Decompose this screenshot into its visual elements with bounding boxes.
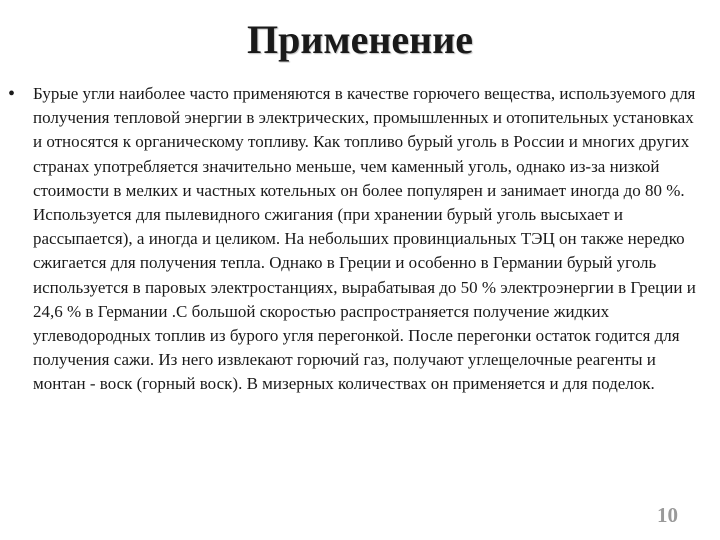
bullet-paragraph: Бурые угли наиболее часто применяются в качестве горючего вещества, используемого для получения тепловой энергии в электрических, промышленных и отопительных установках и относятся к органическому топливу. Как топливо бурый уголь в России и многих других странах употребляется значительно меньше, чем каменный уголь, однако из-за низкой стоимости в мелких и частных котельных он более популярен и занимает иногда до 80 %. Используется для пылевидного сжигания (при хранении бурый уголь высыхает и рассыпается), а иногда и целиком. На небольших провинциальных ТЭЦ он также нередко сжигается для получения тепла. Однако в Греции и особенно в Германии бурый уголь используется в паровых электростанциях, вырабатывая до 50 % электроэнергии в Греции и 24,6 % в Германии .С большой скоростью распространяется получение жидких углеводородных топлив из бурого угля перегонкой. После перегонки остаток годится для получения сажи. Из него извлекают горючий газ, получают углещелочные реагенты и монтан - воск (горный воск). В мизерных количествах он применяется и для поделок.: [33, 84, 696, 394]
slide-title: Применение: [246, 17, 474, 62]
bullet-marker: •: [8, 83, 16, 105]
page-number: 10: [657, 503, 678, 527]
